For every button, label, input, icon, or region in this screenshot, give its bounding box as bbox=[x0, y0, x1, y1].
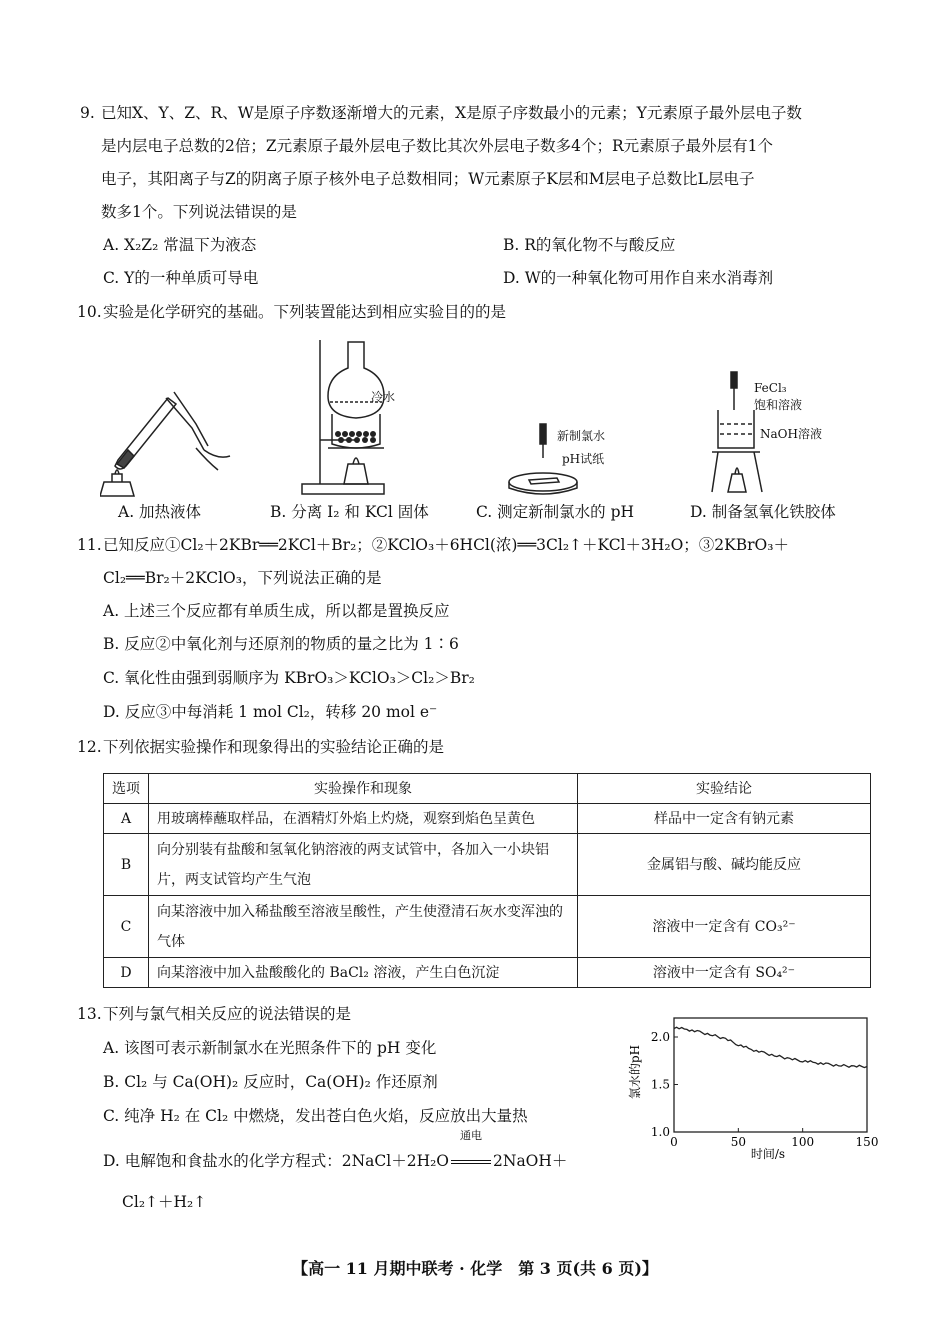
q13-stem: 下列与氯气相关反应的说法错误的是 bbox=[103, 1005, 352, 1023]
q11-number: 11. bbox=[77, 536, 102, 554]
table-cell-operation: 向某溶液中加入盐酸酸化的 BaCl₂ 溶液，产生白色沉淀 bbox=[149, 958, 578, 988]
label-ph-paper: pH试纸 bbox=[562, 452, 605, 466]
table-row bbox=[104, 896, 871, 958]
chart-ylabel: 氯水的pH bbox=[628, 1044, 642, 1100]
q11-option-d: D. 反应③中每消耗 1 mol Cl₂，转移 20 mol e⁻ bbox=[103, 703, 438, 721]
q11-option-b: B. 反应②中氧化剂与还原剂的物质的量之比为 1∶6 bbox=[103, 635, 459, 653]
q9-number: 9. bbox=[80, 104, 95, 122]
label-cold-water: 冷水 bbox=[371, 390, 396, 404]
q11-line2: Cl₂══Br₂＋2KClO₃，下列说法正确的是 bbox=[103, 569, 382, 587]
q9-option-b: B. R的氧化物不与酸反应 bbox=[503, 236, 676, 254]
q13-option-d-line2: Cl₂↑＋H₂↑ bbox=[122, 1193, 207, 1211]
table-cell-conclusion: 金属铝与酸、碱均能反应 bbox=[578, 834, 871, 896]
page-footer: 【高一 11 月期中联考 · 化学 第 3 页(共 6 页)】 bbox=[292, 1259, 658, 1278]
q10-stem: 实验是化学研究的基础。下列装置能达到相应实验目的的是 bbox=[103, 303, 507, 321]
electrolysis-condition: 通电 bbox=[460, 1129, 483, 1142]
chart-plot-frame bbox=[674, 1018, 867, 1132]
q10-caption-c: C. 测定新制氯水的 pH bbox=[476, 503, 635, 521]
q9-option-a: A. X₂Z₂ 常温下为液态 bbox=[103, 236, 257, 254]
q12-stem: 下列依据实验操作和现象得出的实验结论正确的是 bbox=[103, 738, 445, 756]
q9-stem-line3: 电子，其阳离子与Z的阴离子原子核外电子总数相同；W元素原子K层和M层电子总数比L层电子 bbox=[101, 170, 755, 188]
table-cell-option: C bbox=[104, 896, 149, 958]
table-header-option: 选项 bbox=[104, 774, 149, 804]
q9-stem-line1: 已知X、Y、Z、R、W是原子序数逐渐增大的元素，X是原子序数最小的元素；Y元素原子最外层电子数 bbox=[101, 104, 802, 122]
q10-caption-a: A. 加热液体 bbox=[118, 503, 202, 521]
apparatus-a-figure bbox=[100, 380, 240, 498]
chart-xtick-label: 0 bbox=[670, 1135, 678, 1149]
chart-ytick-label: 1.5 bbox=[650, 1077, 670, 1092]
q9-option-d: D. W的一种氧化物可用作自来水消毒剂 bbox=[503, 269, 774, 287]
q12-number: 12. bbox=[77, 738, 102, 756]
q10-number: 10. bbox=[77, 303, 102, 321]
table-cell-option: A bbox=[104, 804, 149, 834]
table-cell-option: D bbox=[104, 958, 149, 988]
q9-option-c: C. Y的一种单质可导电 bbox=[103, 269, 259, 287]
q10-caption-b: B. 分离 I₂ 和 KCl 固体 bbox=[270, 503, 429, 521]
chart-series-ph-line bbox=[674, 1027, 867, 1067]
apparatus-b-figure bbox=[298, 336, 413, 498]
table-cell-operation: 用玻璃棒蘸取样品，在酒精灯外焰上灼烧，观察到焰色呈黄色 bbox=[149, 804, 578, 834]
label-naoh-solution: NaOH溶液 bbox=[760, 427, 822, 441]
table-header-operation: 实验操作和现象 bbox=[149, 774, 578, 804]
label-saturated-solution: 饱和溶液 bbox=[754, 398, 803, 412]
q13-option-d bbox=[103, 1129, 568, 1178]
table-cell-conclusion: 样品中一定含有钠元素 bbox=[578, 804, 871, 834]
table-cell-operation: 向某溶液中加入稀盐酸至溶液呈酸性，产生使澄清石灰水变浑浊的气体 bbox=[149, 896, 578, 958]
table-cell-conclusion: 溶液中一定含有 CO₃²⁻ bbox=[578, 896, 871, 958]
q9-stem-line4: 数多1个。下列说法错误的是 bbox=[101, 203, 297, 221]
q13-number: 13. bbox=[77, 1005, 102, 1023]
ph-chart bbox=[625, 1012, 885, 1162]
label-fecl3: FeCl₃ bbox=[754, 381, 787, 395]
label-chlorine-water: 新制氯水 bbox=[557, 429, 606, 443]
q10-caption-d: D. 制备氢氧化铁胶体 bbox=[690, 503, 836, 521]
q13-option-d-pre: D. 电解饱和食盐水的化学方程式：2NaCl＋2H₂O bbox=[103, 1152, 450, 1170]
chart-xtick-label: 150 bbox=[855, 1135, 879, 1149]
q9-stem-line2: 是内层电子总数的2倍；Z元素原子最外层电子数比其次外层电子数多4个；R元素原子最外层有1个 bbox=[101, 137, 774, 155]
q13-option-a: A. 该图可表示新制氯水在光照条件下的 pH 变化 bbox=[103, 1039, 437, 1057]
table-cell-option: B bbox=[104, 834, 149, 896]
table-row bbox=[104, 804, 871, 834]
table-row bbox=[104, 958, 871, 988]
table-row bbox=[104, 834, 871, 896]
q11-option-a: A. 上述三个反应都有单质生成，所以都是置换反应 bbox=[103, 602, 450, 620]
q13-option-d-post: 2NaOH＋ bbox=[493, 1152, 568, 1170]
q13-option-b: B. Cl₂ 与 Ca(OH)₂ 反应时，Ca(OH)₂ 作还原剂 bbox=[103, 1073, 438, 1091]
chart-xlabel: 时间/s bbox=[750, 1147, 786, 1161]
q11-line1: 已知反应①Cl₂＋2KBr══2KCl＋Br₂；②KClO₃＋6HCl(浓)══3Cl₂↑＋KCl＋3H₂O；③2KBrO₃＋ bbox=[103, 536, 789, 554]
table-cell-operation: 向分别装有盐酸和氢氧化钠溶液的两支试管中，各加入一小块铝片，两支试管均产生气泡 bbox=[149, 834, 578, 896]
table-cell-conclusion: 溶液中一定含有 SO₄²⁻ bbox=[578, 958, 871, 988]
q11-option-c: C. 氧化性由强到弱顺序为 KBrO₃＞KClO₃＞Cl₂＞Br₂ bbox=[103, 669, 475, 687]
chart-xtick-label: 50 bbox=[730, 1135, 746, 1149]
electrolysis-arrow bbox=[449, 1129, 493, 1178]
table-header-conclusion: 实验结论 bbox=[578, 774, 871, 804]
chart-ytick-label: 1.0 bbox=[650, 1125, 670, 1139]
table-header-row bbox=[104, 774, 871, 804]
chart-xtick-label: 100 bbox=[791, 1135, 815, 1149]
q12-table bbox=[103, 773, 871, 988]
q13-option-c: C. 纯净 H₂ 在 Cl₂ 中燃烧，发出苍白色火焰，反应放出大量热 bbox=[103, 1107, 528, 1125]
chart-ytick-label: 2.0 bbox=[650, 1030, 670, 1044]
